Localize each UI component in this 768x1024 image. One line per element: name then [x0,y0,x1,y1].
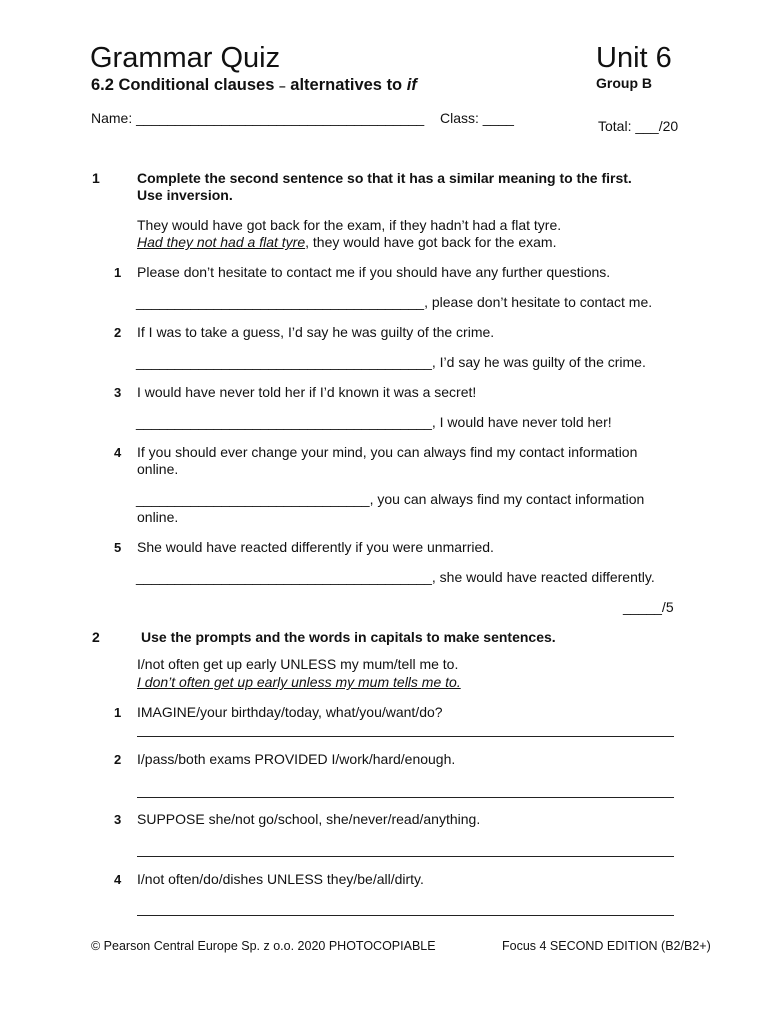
s2-item2-answer-line[interactable] [137,797,674,798]
s1-item1-number: 1 [114,265,122,280]
total-score: Total: ___/20 [598,118,679,134]
s1-item1-prompt: Please don’t hesitate to contact me if you should have any further questions. [137,264,611,280]
s2-item3-prompt: SUPPOSE she/not go/school, she/never/read/anything. [137,811,481,827]
s1-item5-prompt: She would have reacted differently if you were unmarried. [137,539,494,555]
class-field[interactable]: Class: ____ [440,110,514,126]
subtitle-dash: – [278,79,286,93]
s1-item4-prompt-line1: If you should ever change your mind, you can always find my contact information [137,444,638,460]
group-label: Group B [596,75,652,91]
s1-item3-prompt: I would have never told her if I’d known it was a secret! [137,384,477,400]
section2-example-answer: I don’t often get up early unless my mum tells me to. [137,674,461,690]
page-title: Grammar Quiz [90,42,281,74]
s1-item4-answer-line2: online. [137,509,179,525]
s2-item4-number: 4 [114,872,122,887]
section1-example-rest: , they would have got back for the exam. [305,234,557,250]
footer-copyright: © Pearson Central Europe Sp. z o.o. 2020 PHOTOCOPIABLE [91,939,436,953]
s2-item1-number: 1 [114,705,122,720]
s2-item4-answer-line[interactable] [137,915,674,916]
s2-item3-number: 3 [114,812,122,827]
s1-item4-answer-line1[interactable]: ______________________________, you can always find my contact information [136,491,645,507]
section1-instruction-line1: Complete the second sentence so that it has a similar meaning to the first. [137,170,632,186]
s1-item4-prompt-line2: online. [137,461,179,477]
s1-item5-number: 5 [114,540,122,555]
s2-item2-prompt: I/pass/both exams PROVIDED I/work/hard/enough. [137,751,456,767]
s1-item2-answer[interactable]: ______________________________________, I’d say he was guilty of the crime. [136,354,646,370]
subtitle-if: if [406,76,417,94]
s2-item1-prompt: IMAGINE/your birthday/today, what/you/want/do? [137,704,443,720]
s1-item1-answer[interactable]: _____________________________________, please don’t hesitate to contact me. [136,294,653,310]
page-subtitle [91,76,417,95]
s1-item3-answer[interactable]: ______________________________________, I would have never told her! [136,414,612,430]
s1-item2-number: 2 [114,325,122,340]
s1-item2-prompt: If I was to take a guess, I’d say he was guilty of the crime. [137,324,495,340]
section1-instruction-line2: Use inversion. [137,187,233,203]
s1-item5-answer[interactable]: ______________________________________, she would have reacted differently. [136,569,655,585]
subtitle-main: 6.2 Conditional clauses [91,76,275,94]
footer-edition: Focus 4 SECOND EDITION (B2/B2+) [502,939,711,953]
unit-label: Unit 6 [596,42,672,74]
name-field[interactable]: Name: _____________________________________ [91,110,425,126]
s1-item3-number: 3 [114,385,122,400]
section1-number: 1 [92,170,100,186]
section1-example-answer-line [137,234,556,250]
section2-instruction: Use the prompts and the words in capitals to make sentences. [141,629,556,645]
s2-item2-number: 2 [114,752,122,767]
section2-example-sentence: I/not often get up early UNLESS my mum/tell me to. [137,656,459,672]
s1-item4-number: 4 [114,445,122,460]
section1-score: _____/5 [623,599,674,615]
s2-item3-answer-line[interactable] [137,856,674,857]
section1-example-sentence: They would have got back for the exam, if they hadn’t had a flat tyre. [137,217,562,233]
section1-example-answer: Had they not had a flat tyre [137,234,306,250]
s2-item4-prompt: I/not often/do/dishes UNLESS they/be/all/dirty. [137,871,424,887]
s2-item1-answer-line[interactable] [137,736,674,737]
subtitle-rest: alternatives to [290,76,403,94]
section2-number: 2 [92,629,100,645]
